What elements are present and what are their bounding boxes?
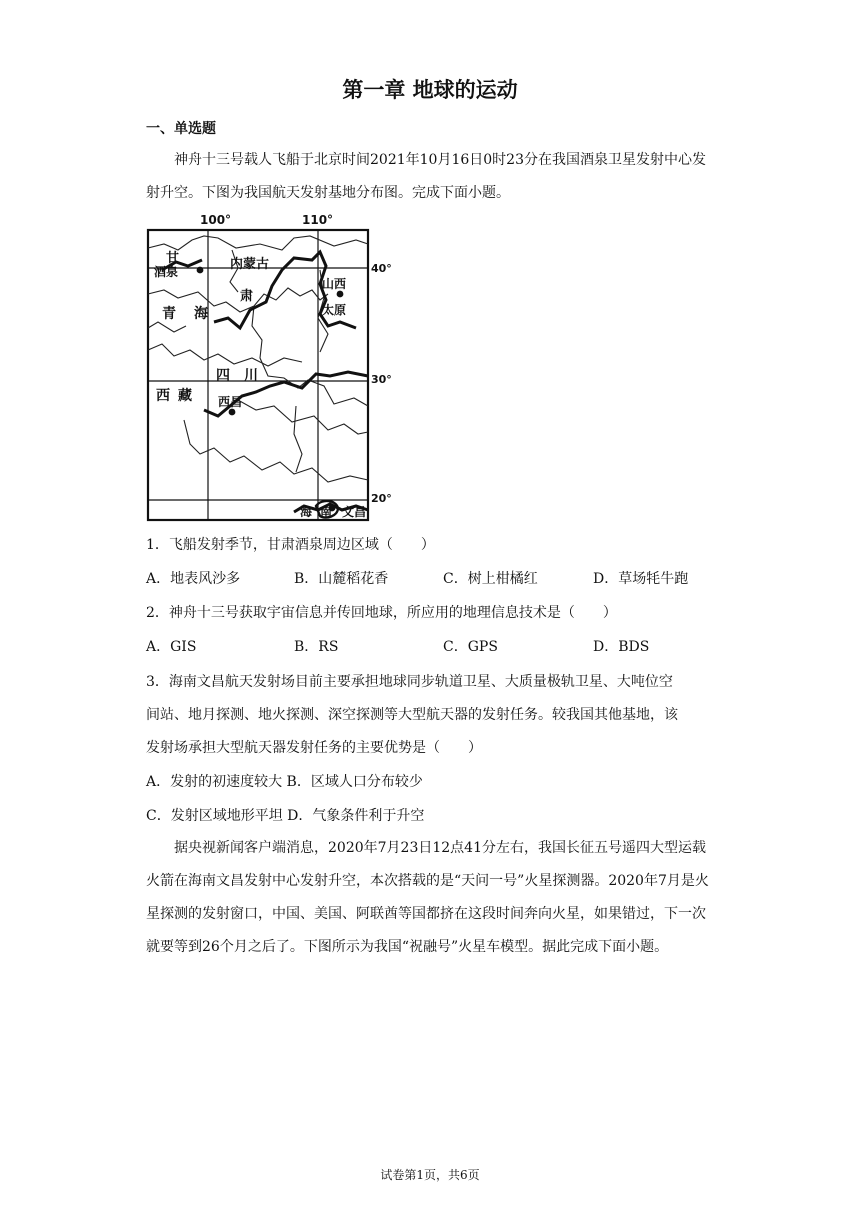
q2-option-c: C．GPS [443,639,498,655]
intro-paragraph-2: 据央视新闻客户端消息，2020年7月23日12点41分左右，我国长征五号遥四大型运载火箭在海南文昌发射中心发射升空，本次搭载的是“天问一号”火星探测器。2020年7月是火星探测的发射窗口，中国、美国、阿联酋等国都挤在这段时间奔向火星，如果错过，下一次就要等到26个月之后了。下图所示为我国“祝融号”火星车模型。据此完成下面小题。 [146,840,709,955]
boundary-8 [294,406,302,472]
question-2-stem: 2．神舟十三号获取宇宙信息并传回地球，所应用的地理信息技术是（ ） [146,605,617,621]
label-hai-nan-2: 南 [320,505,333,519]
launch-base-map [144,210,396,526]
q1-option-c: C．树上柑橘红 [443,571,538,587]
boundary-6 [238,400,368,434]
page-title: 第一章 地球的运动 [342,78,518,102]
section-heading: 一、单选题 [146,121,216,137]
label-wenchang: 文昌 [342,505,367,519]
q2-option-b: B．RS [294,639,339,655]
q1-option-d: D．草场牦牛跑 [593,571,689,587]
boundary-4 [148,344,302,366]
label-neimenggu: 内蒙古 [230,257,270,272]
q2-option-a: A．GIS [146,639,197,655]
boundary-7 [184,420,368,482]
label-si: 四 [216,368,230,384]
boundary-10 [148,322,186,332]
q2-option-d: D．BDS [593,639,650,655]
lon-label-100: 100° [200,213,232,227]
label-hai: 海 [194,306,208,322]
label-hai-nan-1: 海 [300,505,313,519]
intro-paragraph-1: 神舟十三号载人飞船于北京时间2021年10月16日0时23分在我国酒泉卫星发射中心发射升空。下图为我国航天发射基地分布图。完成下面小题。 [146,152,706,201]
q3-options-line-2: C．发射区域地形平坦 D．气象条件利于升空 [146,808,425,824]
lat-label-20: 20° [371,492,392,505]
label-qing: 青 [162,306,176,322]
label-chuan: 川 [244,368,258,384]
label-shanxi: 山西 [322,277,347,291]
q3-options-line-1: A．发射的初速度较大 B．区域人口分布较少 [146,774,423,790]
label-jiuquan: 酒泉 [154,265,179,279]
label-su: 肃 [240,289,254,304]
label-xichang: 西昌 [218,395,243,409]
q1-option-a: A．地表风沙多 [146,571,241,587]
question-3-stem-line-3: 发射场承担大型航天器发射任务的主要优势是（ ） [146,740,482,756]
q1-option-b: B．山麓稻花香 [294,571,389,587]
taiyuan-marker [337,291,344,298]
question-1-stem: 1．飞船发射季节，甘肃酒泉周边区域（ ） [146,537,435,553]
label-zang: 藏 [178,388,192,404]
lat-label-30: 30° [371,373,392,386]
question-3-stem-line-2: 间站、地月探测、地火探测、深空探测等大型航天器的发射任务。较我国其他基地，该 [146,707,678,723]
lon-label-110: 110° [302,213,334,227]
jiuquan-marker [197,267,204,274]
label-xi: 西 [156,388,170,404]
boundary-5 [252,306,368,406]
lat-label-40: 40° [371,262,392,275]
question-3-stem-line-1: 3．海南文昌航天发射场目前主要承担地球同步轨道卫星、大质量极轨卫星、大吨位空 [146,674,673,690]
boundary-1 [148,236,368,250]
label-taiyuan: 太原 [322,303,347,317]
page-footer: 试卷第1页，共6页 [380,1168,480,1182]
label-gan: 甘 [166,251,180,266]
xichang-marker [229,409,236,416]
